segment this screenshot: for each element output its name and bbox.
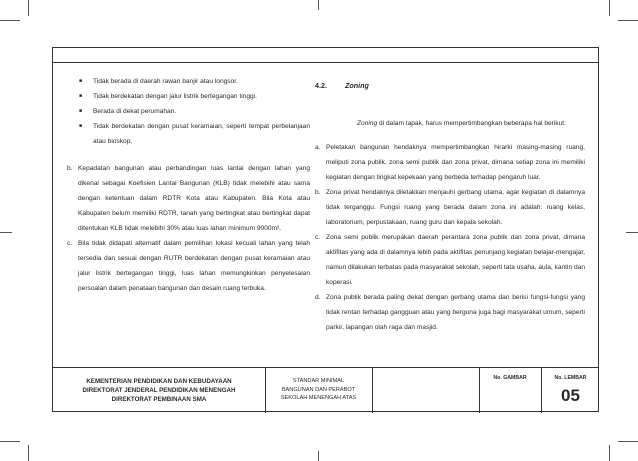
standard-line: BANGUNAN DAN PERABOT [281, 386, 356, 393]
crop-mark [28, 0, 29, 16]
item-label: a. [315, 144, 321, 151]
crop-mark [618, 441, 638, 442]
crop-mark [0, 232, 12, 233]
ministry-line: DIREKTORAT PEMBINAAN SMA [111, 396, 207, 403]
crop-mark [28, 445, 29, 461]
crop-mark [0, 20, 20, 21]
section-title: Zoning [345, 81, 369, 90]
ministry-line: KEMENTERIAN PENDIDIKAN DAN KEBUDAYAAN [86, 378, 232, 385]
item-text: Bila tidak didapati alternatif dalam pemilihan lokasi kecuali lahan yang telah tersedia dan sesuai dengan RUTR berdekatan dengan pusat keramaian atau jalur listrik bertegangan tinggi, luas lahan memungkinkan penyelesaian persoalan dalam penataan bangunan dan desain ruang terbuka. [78, 240, 310, 292]
right-column [315, 74, 585, 335]
list-item: ■ Tidak berada di daerah rawan banjir atau longsor. [79, 74, 310, 89]
intro-term: Zoning [357, 120, 378, 127]
list-item [315, 185, 585, 230]
bullet-list [67, 74, 310, 149]
title-block [53, 367, 598, 413]
item-label: b. [67, 165, 73, 172]
cell-divider [372, 367, 373, 413]
sheet-label: No. LEMBAR [554, 375, 587, 381]
list-item: ■ Berada di dekat perumahan. [79, 104, 310, 119]
ministry-line: DIREKTORAT JENDERAL PENDIDIKAN MENENGAH [82, 387, 236, 394]
standard-line: STANDAR MINIMAL [292, 378, 345, 384]
item-label: c. [67, 240, 73, 247]
item-text: Zona semi publik merupakan daerah perantara zona publik dan zona privat, dimana aktifitas yang ada di dalamnya lebih pada aktifitas penunjang kegiatan belajar-mengajar, namun dilakukan terbatas pada masyarakat sekolah, seperti tata usaha, aula, kantin dan koperasi. [326, 234, 585, 286]
section-heading [315, 78, 585, 93]
list-item [67, 161, 310, 236]
item-label: d. [315, 294, 321, 301]
standard-line: SEKOLAH MENENGAH ATAS [280, 395, 357, 401]
list-item [67, 236, 310, 296]
drawing-label: No. GAMBAR [493, 375, 527, 381]
crop-mark [318, 0, 319, 10]
crop-mark [0, 441, 20, 442]
list-item [315, 230, 585, 290]
item-label: b. [315, 189, 321, 196]
header-divider [53, 62, 598, 63]
sheet-number-cell [541, 367, 600, 413]
crop-mark [609, 0, 610, 16]
section-number: 4.2. [315, 81, 327, 90]
item-label: c. [315, 234, 321, 241]
crop-mark [609, 445, 610, 461]
item-text: Zona privat hendaknya diletakkan menjauhi gerbang utama, agar kegiatan di dalamnya tidak terganggu. Fungsi ruang yang berada dalam zona ini adalah: ruang kelas, laboratorium, perpustakaan, ruang guru dan kepala sekolah. [326, 189, 585, 226]
page-frame [52, 47, 599, 412]
intro-paragraph [315, 116, 585, 131]
standard-cell [265, 367, 372, 413]
item-text: Kepadatan bangunan atau perbandingan luas lantai dengan lahan yang dikenal sebagai Koefisien Lantai Bangunan (KLB) tidak melebihi atau sama dengan ketentuan dalam RDTR Kota atau Kabupaten. Bila Kota atau Kabupaten belum memiliki RDTR, tanah yang bertingkat atau bertingkat dapat ditentukan KLB tidak melebihi 30% atau luas lahan minimum 9000m². [78, 165, 310, 232]
intro-text: di dalam tapak, harus mempertimbangkan beberapa hal berikut: [379, 120, 566, 127]
left-column [67, 74, 310, 296]
list-item [315, 140, 585, 185]
list-item: ■ Tidak berdekatan dengan jalur listrik bertegangan tinggi. [79, 89, 310, 104]
drawing-number-cell [479, 367, 541, 413]
item-text: Peletakan bangunan hendaknya mempertimbangkan hirarki masing-masing ruang, meliputi zona publik, zona semi publik dan zona privat, dimana setiap zona ini memiliki kegiatan dengan tingkat kepekaan yang berbeda terhadap pengaruh luar. [326, 144, 585, 181]
list-item [315, 290, 585, 335]
crop-mark [626, 232, 638, 233]
list-item: ■ Tidak berdekatan dengan pusat keramaian, seperti tempat perbelanjaan atau bioskop. [79, 119, 310, 149]
item-text: Zona publik berada paling dekat dengan gerbang utama dan berisi fungsi-fungsi yang tidak rentan terhadap gangguan atau yang berguna juga bagi masyarakat umum, seperti parkir, lapangan olah raga dan masjid. [326, 294, 585, 331]
crop-mark [318, 451, 319, 461]
ministry-cell [53, 367, 265, 413]
crop-mark [618, 20, 638, 21]
sheet-number: 05 [561, 386, 580, 405]
